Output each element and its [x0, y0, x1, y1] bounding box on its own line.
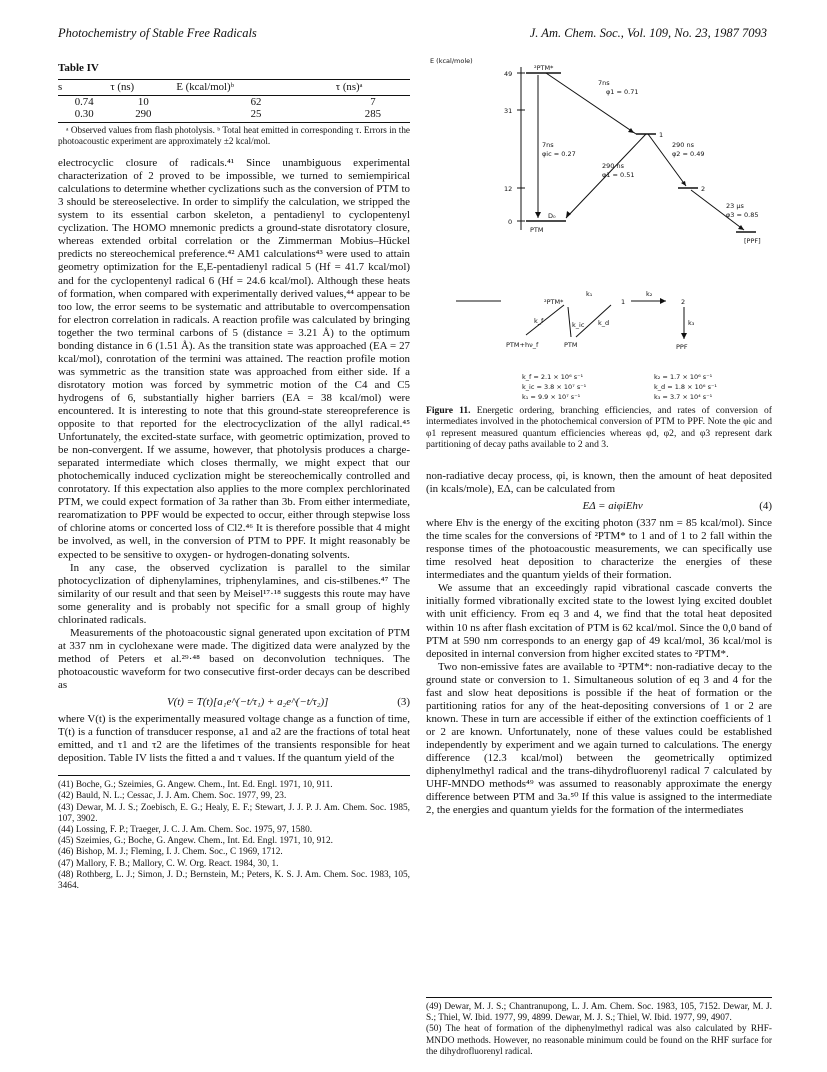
- table-cell: 290: [110, 108, 176, 123]
- figure-label: Figure 11.: [426, 405, 471, 416]
- references-right: [426, 997, 772, 1058]
- running-header-right: J. Am. Chem. Soc., Vol. 109, No. 23, 1987 7093: [529, 26, 767, 40]
- table-cell: 285: [336, 108, 410, 123]
- reference: (43) Dewar, M. J. S.; Zoebisch, E. G.; Healy, E. F.; Stewart, J. J. P. J. Am. Chem. Soc. 1985, 107, 3902.: [58, 802, 410, 824]
- annotation: 7ns: [598, 79, 610, 87]
- table-row: [58, 96, 410, 109]
- table-cell: 7: [370, 96, 376, 109]
- table-footnote: ᵃ Observed values from flash photolysis. ᵇ Total heat emitted in corresponding τ. Errors in the photoacoustic experiment are approximately ±2 kcal/mol.: [58, 125, 410, 147]
- scheme-label: k₂: [646, 290, 653, 298]
- equation-number: (3): [397, 696, 410, 709]
- paragraph: where Ehν is the energy of the exciting photon (337 nm = 85 kcal/mol). Since the time scales for the conversions of ²PTM* to 1 and of 1 to 2 fall within the response times of the photoacoustic measurements, we can specifically use time resolved heat deposition to characterize the energies of these intermediates and the quantum yields of their formation.: [426, 517, 772, 582]
- rate-constant: k_ic = 3.8 × 10⁷ s⁻¹: [522, 383, 587, 391]
- rate-constant: k₃ = 3.7 × 10⁴ s⁻¹: [654, 393, 713, 400]
- tick-label: 49: [504, 70, 513, 78]
- reference: (41) Boche, G.; Szeimies, G. Angew. Chem., Int. Ed. Engl. 1971, 10, 911.: [58, 780, 333, 791]
- equation-3: [58, 696, 410, 709]
- figure-caption: [426, 405, 772, 451]
- table-header: s: [58, 80, 110, 96]
- left-column: [58, 60, 410, 892]
- table-header: E (kcal/mol)ᵇ: [176, 80, 335, 96]
- paragraph: Two non-emissive fates are available to ²PTM*: non-radiative decay to the ground state or conversion to 1. Simultaneous solution of eq 3 and 4 for the fast and slow heat depositions is possible if the heat of formation or the partitioning ratios for any of the heat-depositing conversions of 1 or 2 are known. These in turn are accessible if either of the extinction coefficients of 1 or 2 are known. Unfortunately, none of these values could be established independently by experiment and we again turned to calculations. The energy difference (12.3 kcal/mol) between the geometrically optimized diphenylmethyl radical and the trans-dihydrofluorenyl radical 7 calculated by UHF-MNDO methods⁴⁹ was assumed to reasonably approximate the energy difference between PTM and 3a.⁵⁰ If this value is assigned to the intermediate 2, the energies and quantum yields for the formation of the intermediates: [426, 660, 772, 817]
- paragraph: We assume that an exceedingly rapid vibrational cascade converts the initially formed vibrationally excited state to the lowest lying excited doublet with unit efficiency. From eq 3 and 4, we find that the total heat deposited within 10 ns after flash excitation of PTM is 62 kcal/mol. Since the 0,0 band of PTM at 590 nm corresponds to an energy gap of 49 kcal/mol, 36 kcal/mol is deposited in internal conversion from higher excited states to ²PTM*.: [426, 582, 772, 660]
- equation-text: V(t) = T(t)[a₁e^(−t/τ₁) + a₂e^(−t/τ₂)]: [166, 696, 329, 709]
- table-header: τ (ns)ᵃ: [336, 80, 410, 96]
- scheme-label: 1: [621, 298, 626, 306]
- tick-label: 31: [504, 107, 513, 115]
- annotation: 290 ns: [672, 141, 694, 149]
- reference: (45) Szeimies, G.; Boche, G. Angew. Chem., Int. Ed. Engl. 1971, 10, 912.: [58, 836, 333, 847]
- annotation: φ3 = 0.85: [726, 211, 759, 219]
- scheme-label: PTM+hν_f: [506, 341, 539, 349]
- state-label: 2: [701, 185, 706, 193]
- paragraph: electrocyclic closure of radicals.⁴¹ Since unambiguous experimental characterization of 2 proved to be impossible, we turned to semiempirical calculations to determine whether cyclizations such as the conversion of PTM to 3 should be stereoselective. In order to simplify the calculation, we stripped the system to its essential carbon skeleton, a pentadienyl to cyclopentenyl cyclization. The HOMO mnemonic predicts a ground-state disrotatory closure, whereas extended orbital correlation or the Zimmerman Mobius–Hückel predicts no stereochemical preference.⁴² AM1 calculations⁴³ were used to attain geometry optimization for the E,E-pentadienyl radical 5 (Hf = 41.7 kcal/mol) and for the cyclopentenyl radical 6 (Hf = 24.6 kcal/mol). Although these heats of formation, when compared with experimentally derived values,⁴⁴ appear to be too low, the error seems to be systematic and attributable to overcompensation for electron correlation in radicals. A reaction profile was calculated by bringing together the two terminal carbons of 5 (distance = 3.21 Å) to the optimum bonding distance in 6 (1.51 Å). As the transition state was approached (EA = 27 kcal/mol), conrotation of the termini was attained. The reaction profile motion was symmetric as the transition state was approached from either side. If a disrotatory motion was forced by symmetric motion of the C4 and C5 hydrogens of 6, substantially higher barriers (EA = 38 kcal/mol) were encountered. It is interesting to note that this ground-state stereopreference is opposite to that reported for the electrocyclization of the allyl radical.⁴⁵ Unfortunately, the excited-state surface, with geometric optimization, proved to be non-convergent. If we assume, however, that photolysis produces a charge-separated intermediate which closes thermally, we might expect that our photochemically induced cyclization might be stereochemically controlled and conrotatory. If this expectation also applies to the more complex perchlorinated PTM, we could expect formation of 3a rather than 3b. From either intermediate, rearomatization to PPF would be expected to occur, either through stepwise loss of chlorine atoms or concerted loss of Cl2.⁴⁶ It is therefore possible that 4 might be involved, as well, in the conversion of PTM to PPF. It might reasonably be expected to be sensitive to oxygen- or hydrogen-donating solvents.: [58, 157, 410, 561]
- scheme-label: ²PTM*: [544, 298, 564, 306]
- table-title: Table IV: [58, 62, 99, 74]
- reference: (50) The heat of formation of the diphenylmethyl radical was also calculated by RHF-MNDO methods. However, no reasonable minimum could be found on the RHF surface for the dihydrofluorenyl radical.: [426, 1024, 772, 1057]
- reference: (46) Bishop, M. J.; Fleming, I. J. Chem. Soc., C 1969, 1712.: [58, 847, 283, 858]
- equation-number: (4): [759, 500, 772, 513]
- state-label: D₀: [548, 212, 556, 220]
- reference: (42) Bauld, N. L.; Cessac, J. J. Am. Chem. Soc. 1977, 99, 23.: [58, 791, 287, 802]
- reference: (48) Rothberg, L. J.; Simon, J. D.; Bernstein, M.; Peters, K. S. J. Am. Chem. Soc. 1983, 105, 3464.: [58, 869, 410, 892]
- table-cell: 25: [176, 108, 335, 123]
- equation-text: EΔ = aiφiEhν: [582, 500, 643, 513]
- table-header: τ (ns): [110, 80, 176, 96]
- annotation: φic = 0.27: [542, 150, 576, 158]
- running-header-left: Photochemistry of Stable Free Radicals: [58, 26, 257, 40]
- scheme-label: k_d: [598, 319, 610, 327]
- right-column: [426, 470, 772, 817]
- annotation: φ1 = 0.71: [606, 88, 639, 96]
- scheme-label: k_f: [534, 317, 544, 325]
- tick-label: 0: [508, 218, 513, 226]
- annotation: 7ns: [542, 141, 554, 149]
- state-label: ²PTM*: [534, 64, 554, 72]
- paragraph: In any case, the observed cyclization is parallel to the similar photocyclization of diphenylamines, triphenylamines, and cis-stilbenes.⁴⁷ The similarity of our result and that seen by Meisel¹⁷·¹⁸ suggests this route may have some generality and is probably not specific for a small group of highly chlorinated radicals.: [58, 561, 410, 626]
- paragraph: where V(t) is the experimentally measured voltage change as a function of time, T(t) is a function of transducer response, a1 and a2 are the fractions of total heat emitted, and τ1 and τ2 are the lifetimes of the transients responsible for heat deposition. Table IV lists the fitted a and τ values. If the quantum yield of the: [58, 713, 410, 765]
- table-cell: 10: [137, 96, 149, 109]
- table-cell: 62: [250, 96, 262, 109]
- reference: (44) Lossing, F. P.; Traeger, J. C. J. Am. Chem. Soc. 1975, 97, 1580.: [58, 825, 313, 836]
- scheme-label: PPF: [676, 343, 688, 351]
- annotation: 23 μs: [726, 202, 744, 210]
- table-cell: 0.74: [74, 96, 94, 109]
- table-iv: [58, 79, 410, 123]
- reference: (47) Mallory, F. B.; Mallory, C. W. Org. React. 1984, 30, 1.: [58, 858, 279, 869]
- scheme-label: PTM: [564, 341, 578, 349]
- reference: (49) Dewar, M. J. S.; Chantranupong, L. J. Am. Chem. Soc. 1983, 105, 7152. Dewar, M. J. S.; Thiel, W. Ibid. 1977, 99, 4899. Dewar, M. J. S.; Thiel, W. Ibid. 1977, 99, 4907.: [426, 1002, 772, 1024]
- paragraph: non-radiative decay process, φi, is known, then the amount of heat deposited (in kcals/mole), EΔ, can be calculated from: [426, 470, 772, 496]
- rate-constant: k_d = 1.8 × 10⁶ s⁻¹: [654, 383, 718, 391]
- scheme-label: k₁: [586, 290, 593, 298]
- y-axis-label: E (kcal/mole): [430, 57, 473, 65]
- paragraph: Measurements of the photoacoustic signal generated upon excitation of PTM at 337 nm in cyclohexane were made. The digitized data were analyzed by the method of Peters et al.²⁹·⁴⁸ based on deconvolution techniques. The photoacoustic waveform for two consecutive first-order decays can be described as: [58, 626, 410, 691]
- scheme-label: k₃: [688, 319, 695, 327]
- references-left: [58, 775, 410, 892]
- state-label: 1: [659, 131, 664, 139]
- state-label: PTM: [530, 226, 544, 234]
- table-row: [58, 108, 410, 123]
- rate-constant: k₂ = 1.7 × 10⁶ s⁻¹: [654, 373, 713, 381]
- rate-constant: k₁ = 9.9 × 10⁷ s⁻¹: [522, 393, 581, 400]
- scheme-label: 2: [681, 298, 686, 306]
- table-cell: 0.30: [58, 108, 110, 123]
- caption-text: Energetic ordering, branching efficiencies, and rates of conversion of intermediates involved in the photochemical conversion of PTM to PPF. Note the φic and φ1 represent measured quantum efficiencies whereas φd, φ2, and φ3 represent dark partitioning of decay paths available to 2 and 3.: [426, 405, 772, 451]
- figure-11: [426, 55, 772, 400]
- rate-constant: k_f = 2.1 × 10⁶ s⁻¹: [522, 373, 584, 381]
- annotation: φ2 = 0.49: [672, 150, 705, 158]
- equation-4: [426, 500, 772, 513]
- tick-label: 12: [504, 185, 513, 193]
- annotation: φ1 = 0.51: [602, 171, 635, 179]
- state-label: [PPF]: [744, 237, 761, 245]
- annotation: 290 ns: [602, 162, 624, 170]
- scheme-label: k_ic: [572, 321, 585, 329]
